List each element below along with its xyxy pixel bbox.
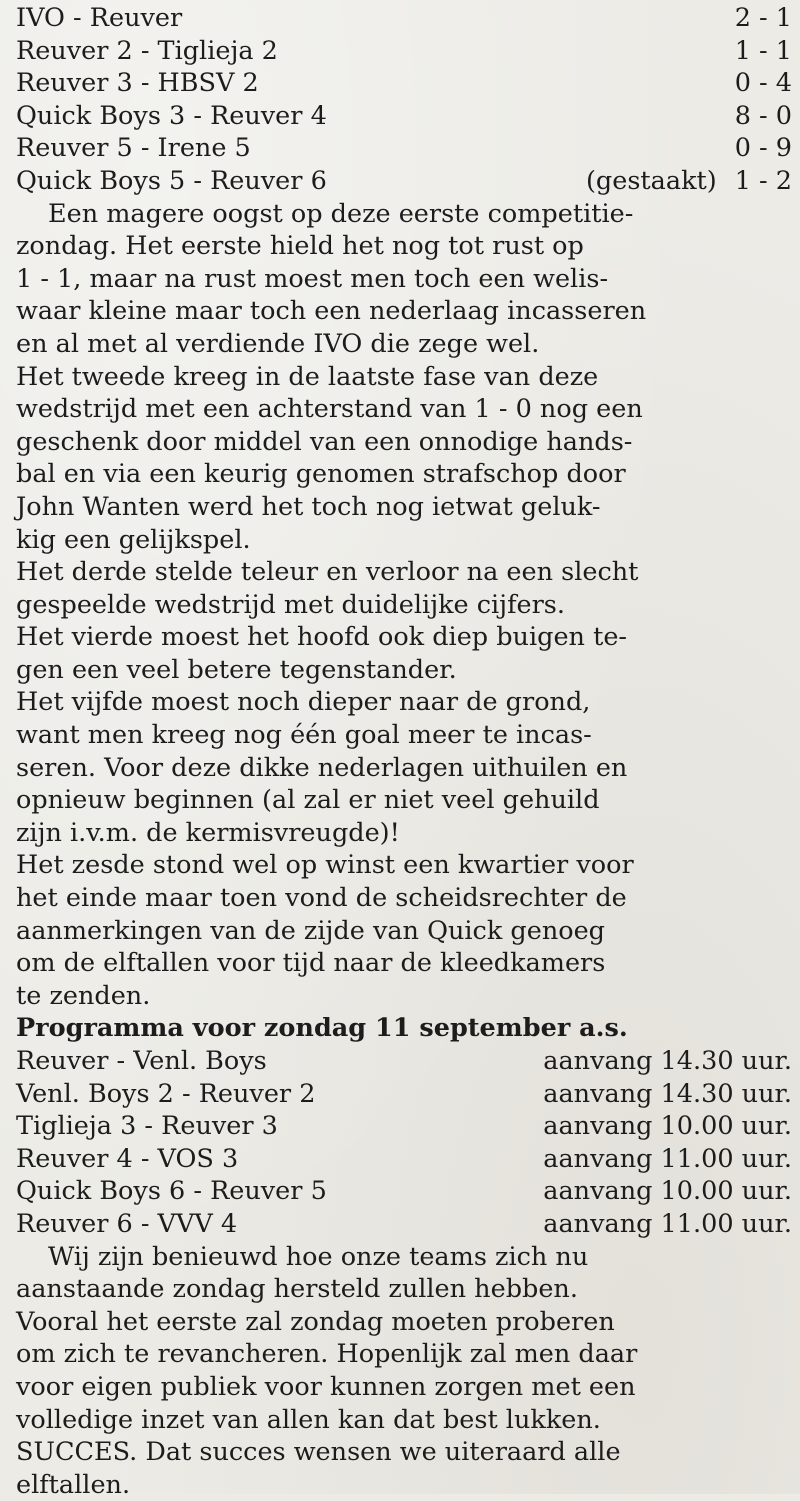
result-row (16, 132, 792, 165)
result-score: 0 - 9 (734, 133, 792, 164)
results-list (16, 2, 792, 198)
report-line: 1 - 1, maar na rust moest men toch een welis- (16, 263, 609, 294)
programme-match: Reuver 4 - VOS 3 (16, 1143, 239, 1174)
result-score: 0 - 4 (734, 68, 792, 99)
closing-line: elftallen. (16, 1469, 131, 1500)
programme-match: Reuver 6 - VVV 4 (16, 1208, 238, 1239)
result-match: Quick Boys 3 - Reuver 4 (16, 100, 327, 131)
result-match: Reuver 5 - Irene 5 (16, 133, 251, 164)
programme-row (16, 1110, 792, 1143)
programme-time: aanvang 14.30 uur. (543, 1046, 792, 1076)
result-row (16, 35, 792, 68)
report-line: het einde maar toen vond de scheidsrechter de (16, 883, 627, 914)
result-row (16, 100, 792, 133)
result-right (586, 165, 792, 198)
report-line: Het zesde stond wel op winst een kwartier voor (16, 850, 634, 881)
closing-line: volledige inzet van allen kan dat best lukken. (16, 1404, 601, 1435)
programme-match: Venl. Boys 2 - Reuver 2 (16, 1078, 316, 1109)
report-line: gespeelde wedstrijd met duidelijke cijfers. (16, 589, 565, 620)
report-line: wedstrijd met een achterstand van 1 - 0 nog een (16, 394, 643, 425)
result-row (16, 2, 792, 35)
report-line: Het vijfde moest noch dieper naar de grond, (16, 687, 591, 718)
programme-match: Reuver - Venl. Boys (16, 1046, 267, 1076)
report-line: seren. Voor deze dikke nederlagen uithuilen en (16, 752, 628, 783)
programme-row (16, 1208, 792, 1241)
programme-list (16, 1045, 792, 1241)
closing-text (16, 1241, 792, 1501)
report-line: en al met al verdiende IVO die zege wel. (16, 328, 540, 359)
result-match: Reuver 2 - Tiglieja 2 (16, 35, 278, 66)
report-line: waar kleine maar toch een nederlaag incasseren (16, 296, 647, 327)
programme-time: aanvang 10.00 uur. (543, 1111, 792, 1142)
programme-time: aanvang 11.00 uur. (543, 1143, 792, 1174)
programme-time: aanvang 11.00 uur. (543, 1208, 792, 1239)
report-line: Het vierde moest het hoofd ook diep buigen te- (16, 622, 628, 653)
report-line: Het derde stelde teleur en verloor na een slecht (16, 557, 639, 588)
report-line: aanmerkingen van de zijde van Quick genoeg (16, 915, 606, 946)
programme-row (16, 1175, 792, 1208)
result-right (735, 35, 792, 68)
report-line: om de elftallen voor tijd naar de kleedkamers (16, 948, 606, 979)
result-right (735, 2, 792, 35)
result-row (16, 165, 792, 198)
report-line: te zenden. (16, 980, 151, 1011)
report-line: geschenk door middel van een onnodige hands- (16, 426, 633, 457)
article-body (16, 2, 792, 1501)
closing-line: om zich te revancheren. Hopenlijk zal men daar (16, 1339, 638, 1370)
programme-match: Quick Boys 6 - Reuver 5 (16, 1176, 327, 1207)
closing-line: aanstaande zondag hersteld zullen hebben. (16, 1274, 578, 1305)
result-note: (gestaakt) (585, 165, 717, 196)
programme-row (16, 1045, 792, 1078)
result-match: IVO - Reuver (16, 3, 183, 33)
result-right (735, 100, 792, 133)
result-score: 1 - 1 (734, 35, 792, 66)
closing-line: SUCCES. Dat succes wensen we uiteraard alle (16, 1437, 621, 1468)
programme-heading: Programma voor zondag 11 september a.s. (16, 1013, 628, 1044)
report-line: John Wanten werd het toch nog ietwat geluk- (16, 491, 601, 522)
programme-time: aanvang 10.00 uur. (543, 1176, 792, 1207)
closing-line: Vooral het eerste zal zondag moeten proberen (16, 1306, 615, 1337)
result-right (735, 67, 792, 100)
closing-line: voor eigen publiek voor kunnen zorgen met een (16, 1371, 636, 1402)
result-match: Reuver 3 - HBSV 2 (16, 68, 259, 99)
programme-time: aanvang 14.30 uur. (543, 1078, 792, 1109)
programme-match: Tiglieja 3 - Reuver 3 (16, 1111, 278, 1142)
report-line: zondag. Het eerste hield het nog tot rust op (16, 231, 584, 262)
result-score: 8 - 0 (734, 100, 792, 131)
report-line: gen een veel betere tegenstander. (16, 654, 457, 685)
report-line: bal en via een keurig genomen strafschop door (16, 459, 626, 490)
report-line: Een magere oogst op deze eerste competitie- (48, 198, 634, 229)
result-match: Quick Boys 5 - Reuver 6 (16, 165, 327, 196)
match-report (16, 198, 792, 1013)
result-row (16, 67, 792, 100)
result-score: 1 - 2 (734, 165, 792, 196)
report-line: kig een gelijkspel. (16, 524, 251, 555)
closing-line: Wij zijn benieuwd hoe onze teams zich nu (48, 1241, 589, 1272)
programme-row (16, 1078, 792, 1111)
report-line: zijn i.v.m. de kermisvreugde)! (16, 817, 400, 848)
report-line: Het tweede kreeg in de laatste fase van deze (16, 361, 599, 392)
result-score: 2 - 1 (734, 3, 792, 33)
report-line: want men kreeg nog één goal meer te incas- (16, 720, 592, 751)
report-line: opnieuw beginnen (al zal er niet veel gehuild (16, 785, 600, 816)
programme-row (16, 1143, 792, 1176)
result-right (735, 132, 792, 165)
